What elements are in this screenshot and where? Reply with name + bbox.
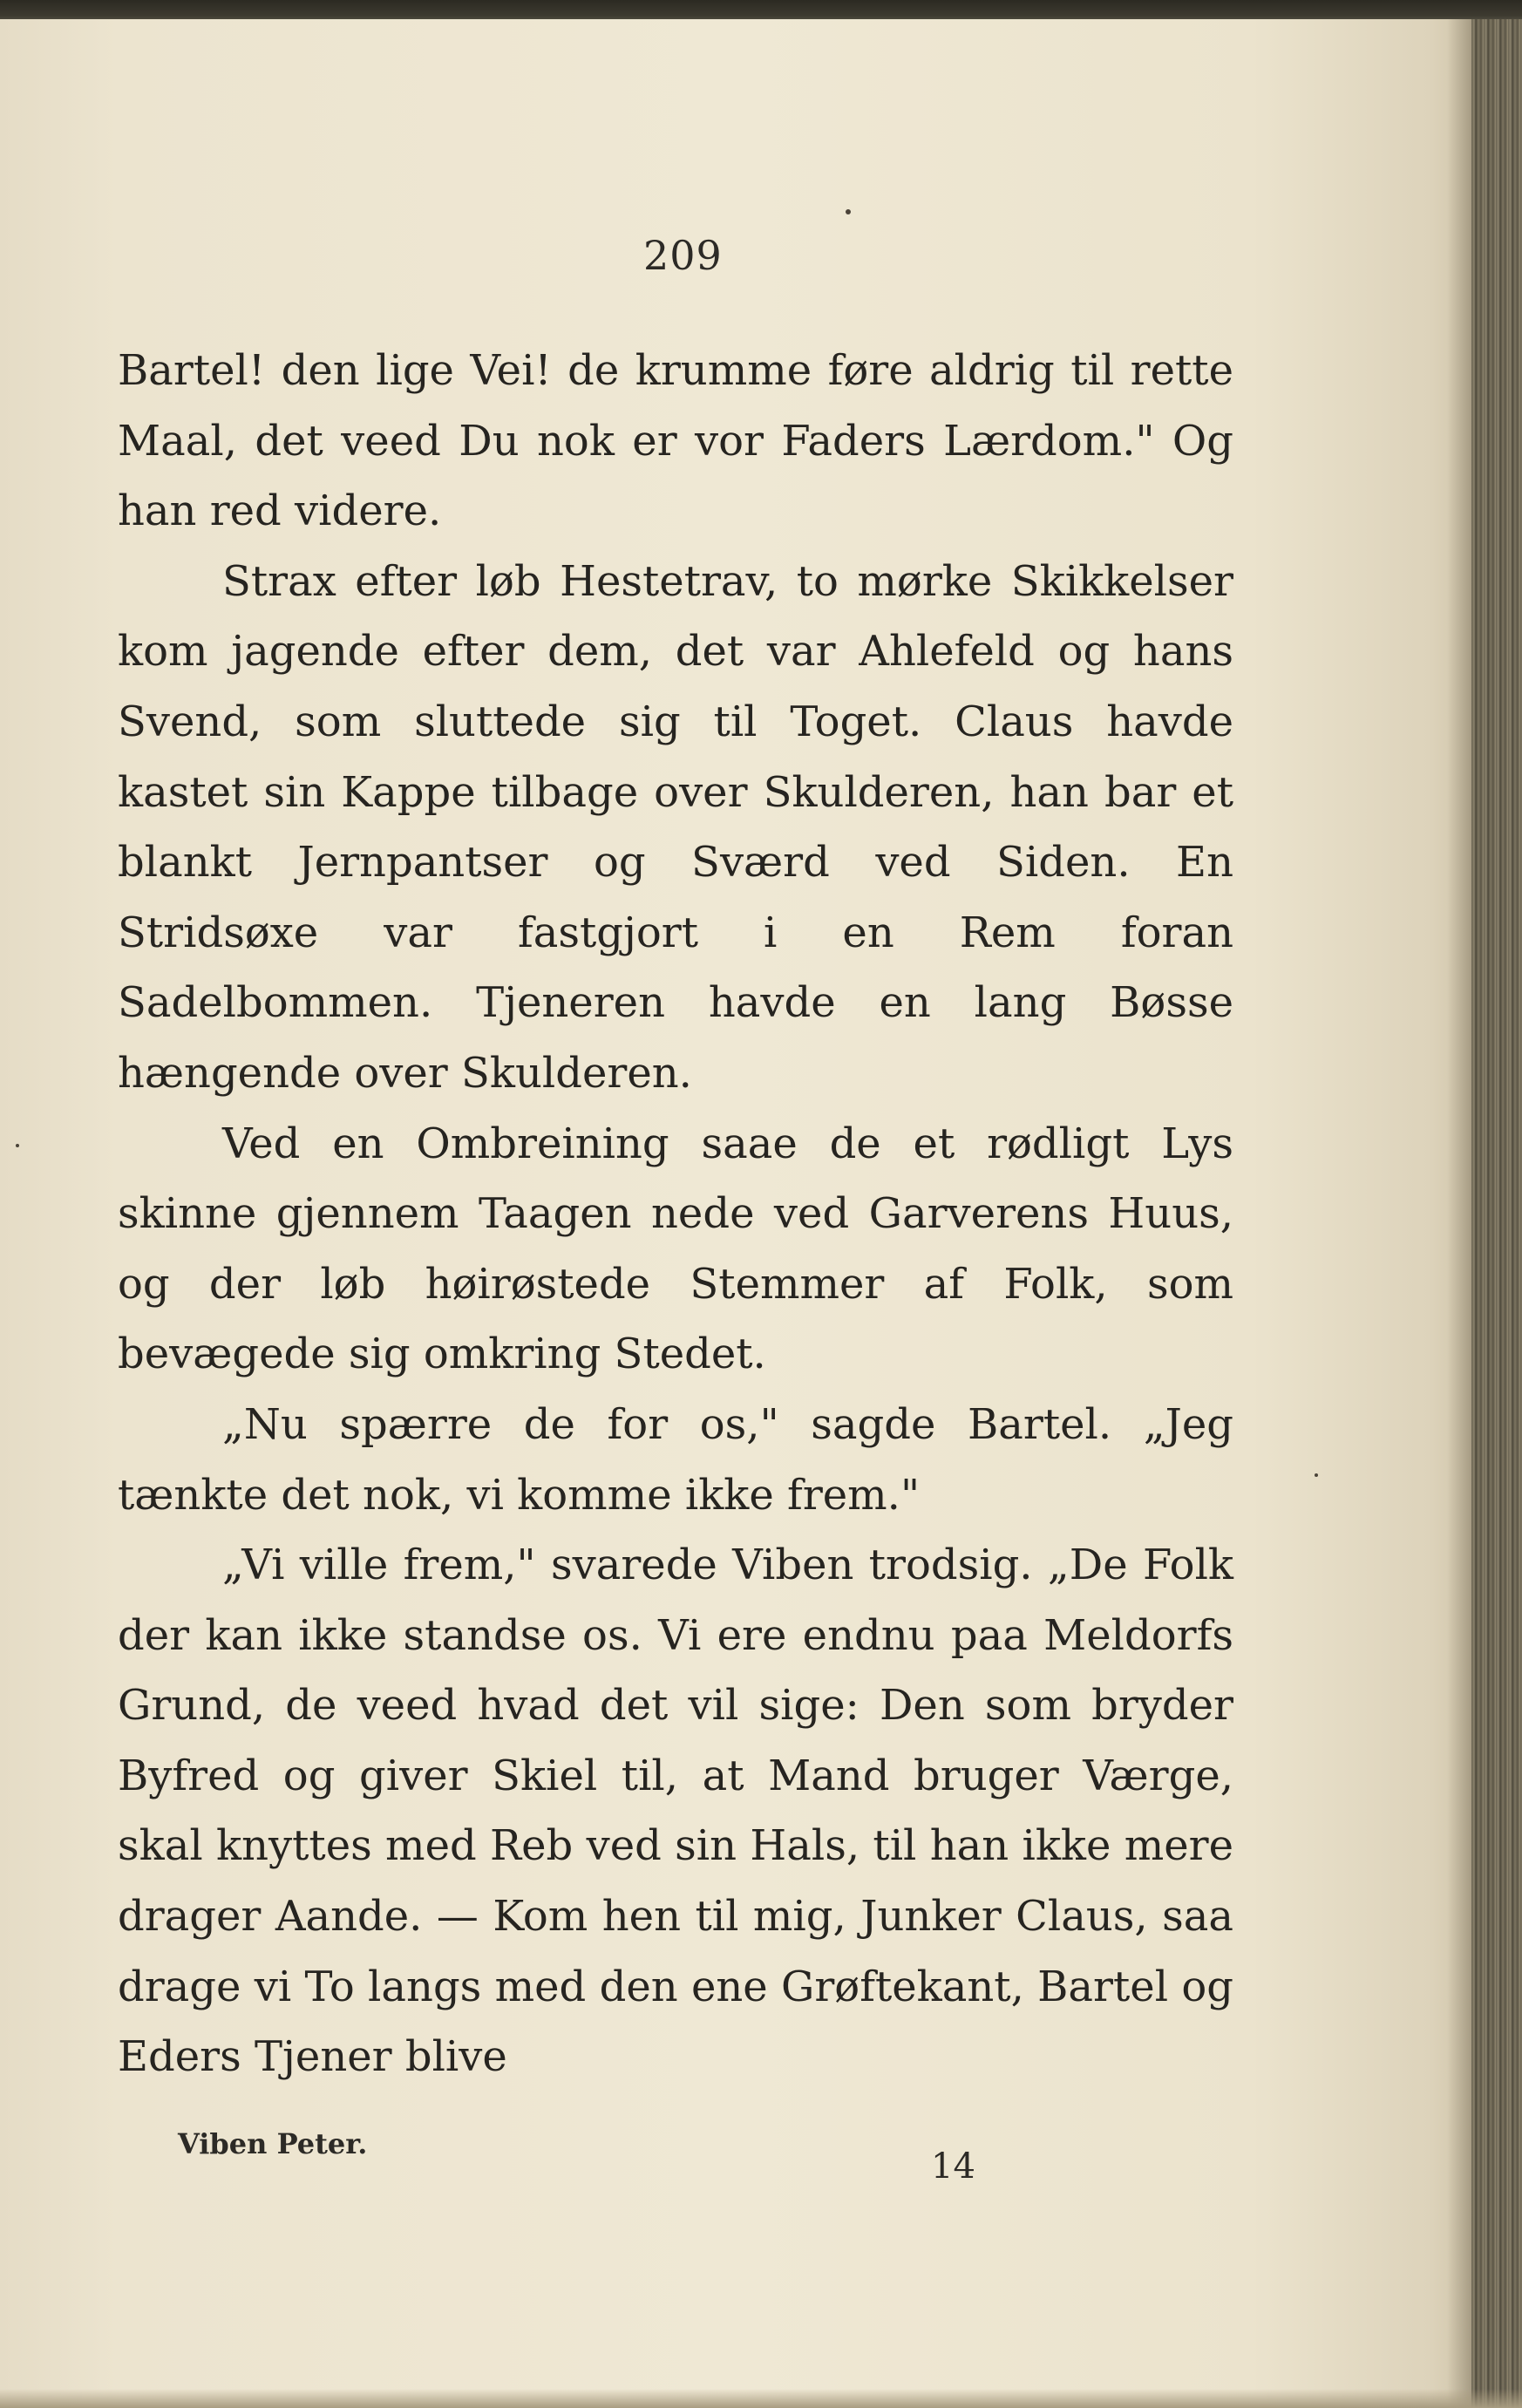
paragraph: Bartel! den lige Vei! de krumme føre aldrig til rette Maal, det veed Du nok er vor Faders Lærdom." Og han red videre. (118, 346, 1233, 536)
body-text (118, 336, 1233, 2092)
sheet-number: 14 (931, 2146, 975, 2187)
paragraph: „Vi ville frem," svarede Viben trodsig. „De Folk der kan ikke standse os. Vi ere endnu paa Meldorfs Grund, de veed hvad det vil sige: Den som bryder Byfred og giver Skiel til, at Mand bruger Værge, skal knyttes med Reb ved sin Hals, til han ikke mere drager Aande. — Kom hen til mig, Junker Claus, saa drage vi To langs med den ene Grøftekant, Bartel og Eders Tjener blive (118, 1541, 1233, 2082)
gutter-shadow (1447, 19, 1473, 2408)
paper-speck (16, 1144, 19, 1147)
paragraph: „Nu spærre de for os," sagde Bartel. „Jeg tænkte det nok, vi komme ikke frem." (118, 1399, 1233, 1520)
paper-speck (846, 209, 851, 214)
book-binding-edge (1471, 19, 1522, 2408)
paragraph: Strax efter løb Hestetrav, to mørke Skikkelser kom jagende efter dem, det var Ahlefeld og hans Svend, som sluttede sig til Toget. Claus havde kastet sin Kappe tilbage over Skulderen, han bar et blankt Jernpantser og Sværd ved Siden. En Stridsøxe var fastgjort i en Rem foran Sadelbommen. Tjeneren havde en lang Bøsse hængende over Skulderen. (118, 556, 1233, 1098)
paragraph: Ved en Ombreining saae de et rødligt Lys skinne gjennem Taagen nede ved Garverens Huus, og der løb høirøstede Stemmer af Folk, som bevægede sig omkring Stedet. (118, 1119, 1233, 1379)
signature-mark: Viben Peter. (178, 2127, 368, 2160)
paper-speck (1315, 1473, 1318, 1477)
page-number: 209 (643, 232, 723, 279)
page-bottom-edge (0, 2389, 1522, 2408)
